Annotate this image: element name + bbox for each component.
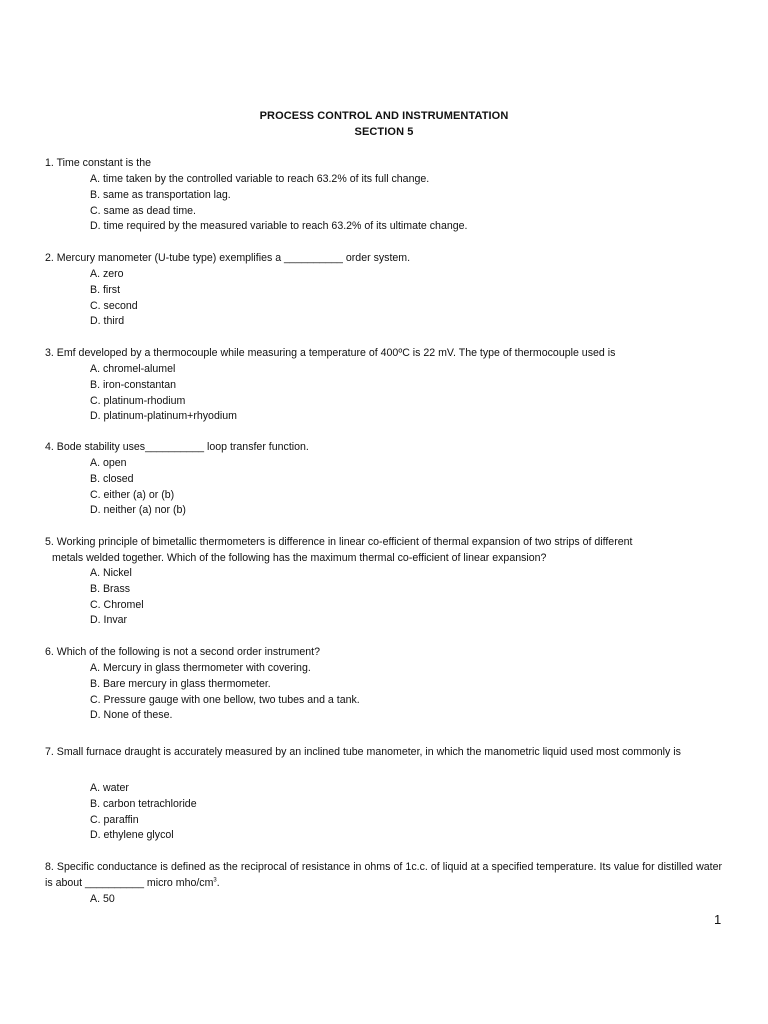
- document-title: PROCESS CONTROL AND INSTRUMENTATION: [259, 110, 509, 122]
- option-a: A. Mercury in glass thermometer with covering.: [90, 662, 311, 674]
- option-b: B. same as transportation lag.: [90, 188, 231, 201]
- question-5-line-1: 5. Working principle of bimetallic thermometers is difference in linear co-efficient of thermal expansion of two strips of different: [45, 536, 633, 548]
- option-a: A. 50: [90, 893, 115, 905]
- option-c: C. either (a) or (b): [90, 488, 175, 501]
- question-4-text: 4. Bode stability uses__________ loop transfer function.: [45, 441, 309, 453]
- option-c: C. paraffin: [90, 813, 139, 826]
- option-b: B. Brass: [90, 582, 131, 595]
- question-8-body: 8. Specific conductance is defined as the reciprocal of resistance in ohms of 1c.c. of liquid at a specified temperature. Its value for distilled water is about __________ micro mho/cm: [45, 861, 722, 889]
- option-c: C. Pressure gauge with one bellow, two tubes and a tank.: [90, 693, 360, 706]
- option-d: D. time required by the measured variable to reach 63.2% of its ultimate change.: [90, 220, 468, 233]
- option-d: D. third: [90, 315, 125, 328]
- option-c: C. second: [90, 299, 138, 312]
- option-b: B. carbon tetrachloride: [90, 797, 197, 810]
- question-7-options: [90, 781, 197, 844]
- option-c: C. Chromel: [90, 598, 144, 611]
- option-c: C. platinum-rhodium: [90, 394, 186, 407]
- option-a: A. open: [90, 457, 127, 469]
- option-b: B. first: [90, 283, 121, 296]
- question-1-text: 1. Time constant is the: [45, 157, 151, 169]
- question-3-options: [90, 362, 237, 425]
- section-heading: SECTION 5: [354, 126, 414, 138]
- option-b: B. Bare mercury in glass thermometer.: [90, 677, 271, 690]
- superscript: 3: [213, 877, 217, 884]
- question-6-text: 6. Which of the following is not a second order instrument?: [45, 646, 320, 658]
- option-d: D. None of these.: [90, 709, 173, 722]
- option-d: D. neither (a) nor (b): [90, 504, 186, 517]
- question-2-options: [90, 267, 138, 330]
- option-c: C. same as dead time.: [90, 204, 196, 217]
- option-d: D. ethylene glycol: [90, 829, 174, 842]
- option-d: D. Invar: [90, 614, 128, 627]
- question-5-line-2: metals welded together. Which of the following has the maximum thermal co-efficient of linear expansion?: [52, 551, 547, 564]
- question-1-options: [90, 172, 467, 235]
- option-a: A. Nickel: [90, 567, 132, 579]
- question-2-text: 2. Mercury manometer (U-tube type) exemplifies a __________ order system.: [45, 252, 411, 264]
- option-a: A. chromel-alumel: [90, 363, 176, 375]
- question-5-text: [45, 535, 722, 567]
- question-5-options: [90, 566, 144, 629]
- question-6-options: [90, 661, 360, 724]
- option-b: B. iron-constantan: [90, 378, 176, 391]
- question-3-text: 3. Emf developed by a thermocouple while measuring a temperature of 400ºC is 22 mV. The type of thermocouple used is: [45, 347, 616, 359]
- question-4-options: [90, 456, 186, 519]
- question-8-text: [45, 860, 722, 892]
- option-a: A. zero: [90, 268, 124, 280]
- option-a: A. time taken by the controlled variable to reach 63.2% of its full change.: [90, 173, 430, 185]
- question-8-end: .: [216, 876, 220, 889]
- option-a: A. water: [90, 782, 129, 794]
- option-d: D. platinum-platinum+rhyodium: [90, 410, 237, 423]
- question-8-options: [90, 892, 115, 908]
- question-7-text: 7. Small furnace draught is accurately measured by an inclined tube manometer, in which the manometric liquid used most commonly is: [45, 746, 681, 758]
- option-b: B. closed: [90, 472, 134, 485]
- page-number: 1: [714, 912, 722, 927]
